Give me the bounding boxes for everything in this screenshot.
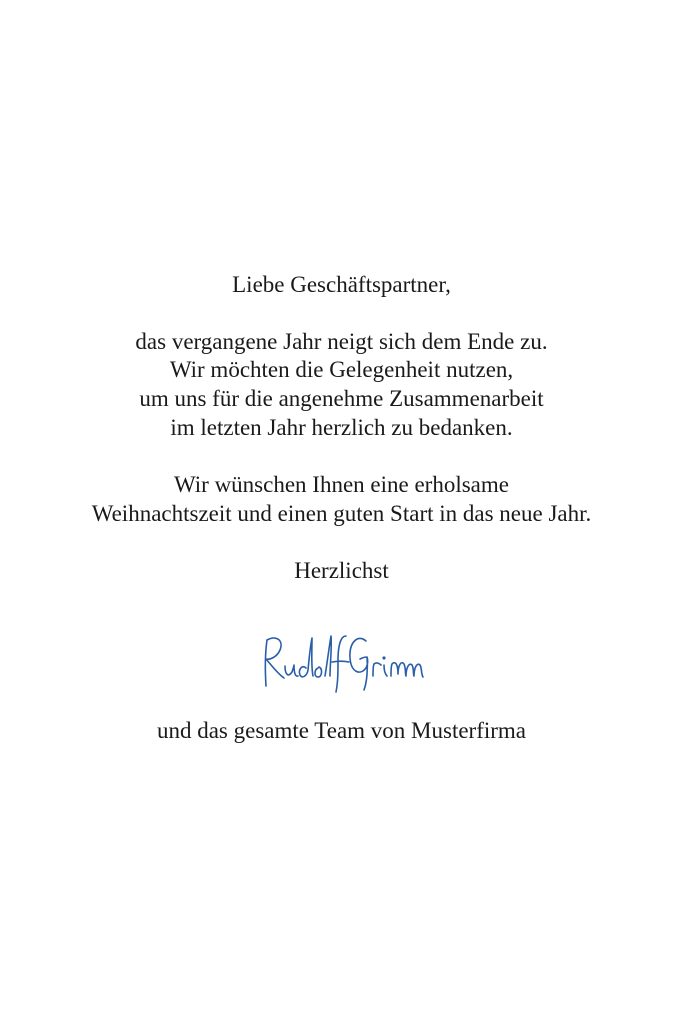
- paragraph-1-line-3: um uns für die angenehme Zusammenarbeit: [139, 386, 544, 411]
- paragraph-1-line-1: das vergangene Jahr neigt sich dem Ende zu.: [135, 329, 548, 354]
- paragraph-1-line-4: im letzten Jahr herzlich zu bedanken.: [170, 415, 513, 440]
- signoff: und das gesamte Team von Musterfirma: [156, 718, 527, 743]
- handwritten-signature: [252, 624, 432, 696]
- closing: Herzlichst: [294, 558, 389, 583]
- paragraph-2-line-1: Wir wünschen Ihnen eine erholsame: [173, 472, 509, 497]
- paragraph-1-line-2: Wir möchten die Gelegenheit nutzen,: [169, 357, 514, 382]
- salutation: Liebe Geschäftspartner,: [232, 272, 451, 297]
- paragraph-2-line-2: Weihnachtszeit und einen guten Start in das neue Jahr.: [91, 501, 592, 526]
